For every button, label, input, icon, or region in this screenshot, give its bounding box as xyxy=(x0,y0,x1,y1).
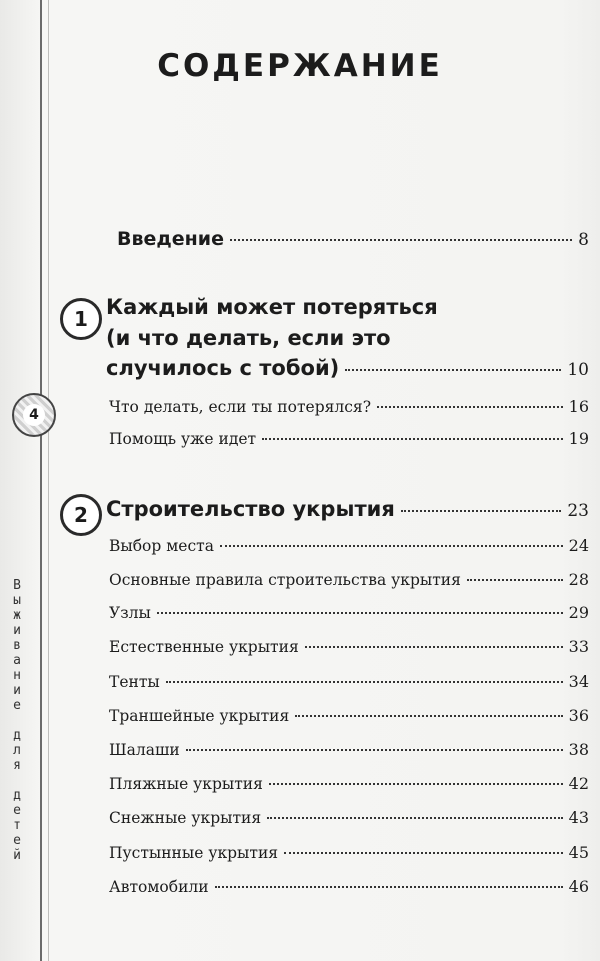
running-head-letter: д xyxy=(13,728,21,743)
dot-leader xyxy=(186,749,563,751)
gutter-line xyxy=(40,0,42,961)
dot-leader xyxy=(220,545,563,547)
running-head-letter: и xyxy=(13,683,21,698)
toc-entry[interactable] xyxy=(109,429,589,448)
running-head-letter: е xyxy=(13,803,21,818)
running-head-letter: ы xyxy=(13,593,21,608)
toc-entry-page: 33 xyxy=(568,637,589,656)
dot-leader xyxy=(262,438,563,440)
toc-entry-page: 8 xyxy=(578,230,589,250)
chapter-number: 1 xyxy=(74,307,88,331)
toc-entry-label: Узлы xyxy=(109,604,151,622)
chapter-title-line: Каждый может потеряться xyxy=(106,295,438,319)
toc-entry-page: 45 xyxy=(568,843,589,862)
toc-entry-label: Траншейные укрытия xyxy=(109,707,290,725)
chapter-number-badge xyxy=(60,494,102,536)
running-head-letter: и xyxy=(13,623,21,638)
page-number-badge xyxy=(12,393,56,437)
toc-entry-page: 38 xyxy=(568,740,589,759)
toc-entry[interactable] xyxy=(109,672,589,691)
dot-leader xyxy=(295,715,562,717)
running-head-letter: т xyxy=(13,818,21,833)
toc-entry-page: 43 xyxy=(568,808,589,827)
chapter-title: Строительство укрытия xyxy=(106,497,395,521)
running-head-letter: В xyxy=(13,578,21,593)
toc-entry-label: Введение xyxy=(117,228,224,250)
toc-entry-page: 16 xyxy=(568,397,589,416)
running-head-letter: н xyxy=(13,668,21,683)
toc-entry[interactable] xyxy=(109,808,589,827)
running-head-letter: я xyxy=(13,758,21,773)
running-head-letter: е xyxy=(13,833,21,848)
page-number: 4 xyxy=(23,404,45,426)
toc-entry-label: Что делать, если ты потерялся? xyxy=(109,398,372,416)
running-head-letter: л xyxy=(13,743,21,758)
toc-entry[interactable] xyxy=(109,843,589,862)
running-head-letter: й xyxy=(13,848,21,863)
toc-entry-page: 28 xyxy=(568,570,589,589)
toc-entry-label: Пустынные укрытия xyxy=(109,844,279,862)
toc-entry-page: 10 xyxy=(567,360,589,380)
dot-leader xyxy=(269,783,563,785)
toc-entry-intro[interactable] xyxy=(117,228,589,250)
chapter-title-lines xyxy=(106,292,486,354)
toc-entry-page: 19 xyxy=(568,429,589,448)
toc-entry-label: Естественные укрытия xyxy=(109,638,299,656)
toc-entry-page: 36 xyxy=(568,706,589,725)
toc-entry-page: 24 xyxy=(568,536,589,555)
toc-entry-label: Автомобили xyxy=(109,878,209,896)
gutter-shadow xyxy=(48,0,49,961)
toc-entry[interactable] xyxy=(109,706,589,725)
toc-entry[interactable] xyxy=(109,637,589,656)
toc-entry-page: 42 xyxy=(568,774,589,793)
dot-leader xyxy=(345,369,561,371)
page-title: СОДЕРЖАНИЕ xyxy=(157,48,443,84)
toc-entry[interactable] xyxy=(109,536,589,555)
toc-entry[interactable] xyxy=(109,603,589,622)
running-head-letter: д xyxy=(13,788,21,803)
dot-leader xyxy=(267,817,563,819)
toc-entry-page: 46 xyxy=(568,877,589,896)
toc-entry-label: Шалаши xyxy=(109,741,180,759)
running-head-letter: ж xyxy=(13,608,21,623)
toc-entry-label: Пляжные укрытия xyxy=(109,775,263,793)
toc-entry[interactable] xyxy=(109,877,589,896)
toc-entry-label: Основные правила строительства укрытия xyxy=(109,571,461,589)
chapter-title-line: (и что делать, если это xyxy=(106,326,391,350)
running-head-letter: е xyxy=(13,698,21,713)
toc-entry[interactable] xyxy=(109,774,589,793)
dot-leader xyxy=(377,406,563,408)
toc-entry[interactable] xyxy=(109,570,589,589)
chapter-number: 2 xyxy=(74,503,88,527)
running-head-letter xyxy=(6,773,28,788)
toc-entry-label: Выбор места xyxy=(109,537,214,555)
dot-leader xyxy=(284,852,563,854)
toc-entry-label: Снежные укрытия xyxy=(109,809,262,827)
toc-entry-page: 23 xyxy=(567,501,589,521)
chapter-number-badge xyxy=(60,298,102,340)
toc-entry-page: 34 xyxy=(568,672,589,691)
dot-leader xyxy=(215,886,563,888)
toc-entry[interactable] xyxy=(109,740,589,759)
running-head-letter: в xyxy=(13,638,21,653)
toc-entry[interactable] xyxy=(109,397,589,416)
toc-entry-label: Тенты xyxy=(109,673,160,691)
chapter-title-line: случилось с тобой) xyxy=(106,356,340,380)
running-head-vertical xyxy=(6,578,28,863)
dot-leader xyxy=(401,510,562,512)
dot-leader xyxy=(157,612,563,614)
dot-leader xyxy=(305,646,563,648)
running-head-letter xyxy=(6,713,28,728)
dot-leader xyxy=(230,239,572,241)
toc-entry-page: 29 xyxy=(568,603,589,622)
dot-leader xyxy=(467,579,563,581)
toc-entry-chapter-2[interactable] xyxy=(106,497,589,521)
running-head-letter: а xyxy=(13,653,21,668)
toc-entry-label: Помощь уже идет xyxy=(109,430,257,448)
dot-leader xyxy=(166,681,563,683)
toc-entry-chapter-1[interactable] xyxy=(106,356,589,380)
